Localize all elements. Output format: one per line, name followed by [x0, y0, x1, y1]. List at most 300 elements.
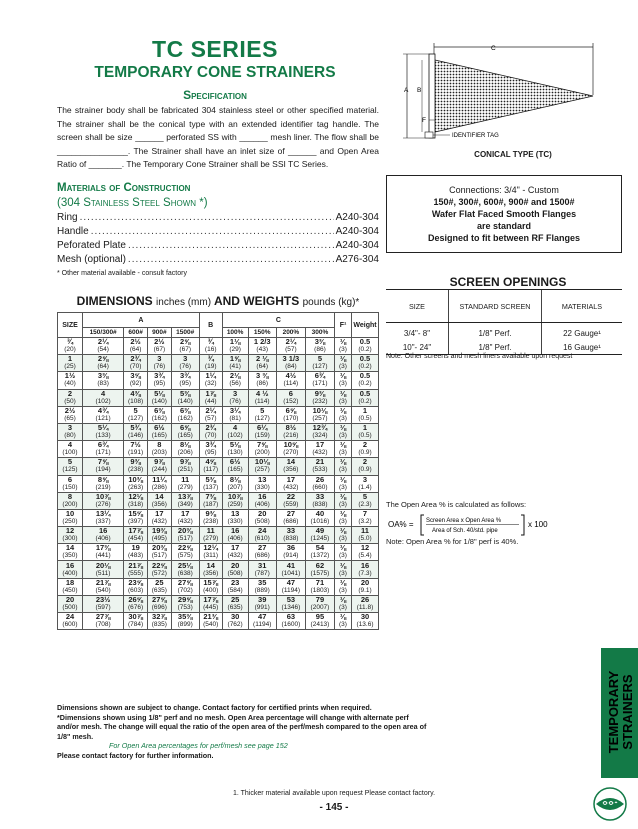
screen-col-materials: MATERIALS [542, 290, 623, 323]
cell-mm: (1194) [281, 586, 301, 594]
cell-inches: 1½ [64, 371, 76, 381]
cell-mm: (610) [254, 535, 270, 543]
table-cell [171, 613, 199, 630]
cell-inches: 2⅛ [229, 371, 241, 381]
cell-mm: (150) [62, 483, 78, 491]
cell-mm: (80) [64, 432, 76, 440]
cell-mm: (127) [254, 414, 270, 422]
cell-inches: 9⅜ [205, 508, 216, 518]
table-cell [83, 338, 124, 355]
cell-inches: 4⅝ [205, 457, 216, 467]
cell-mm: (324) [312, 432, 328, 440]
table-cell [305, 613, 334, 630]
cell-inches: 5¼ [97, 423, 109, 433]
table-cell [58, 406, 83, 423]
cell-inches: 21⅞ [128, 560, 143, 570]
cell-inches: 4 ½ [255, 388, 269, 398]
cell-mm: (508) [227, 569, 243, 577]
cell-inches: 13¼ [95, 508, 111, 518]
cell-inches: 9⅞ [154, 457, 165, 467]
cell-mm: (1600) [281, 621, 301, 629]
dimensions-heading-b: inches (mm) [156, 297, 212, 308]
table-cell [335, 595, 352, 612]
table-cell [352, 509, 379, 526]
cell-mm: (600) [62, 621, 78, 629]
open-area-intro: The Open Area % is calculated as follows: [386, 500, 527, 509]
side-tab-line: TEMPORARY [606, 670, 621, 754]
table-cell [124, 389, 148, 406]
connections-line: 150#, 300#, 600#, 900# and 1500# [433, 197, 575, 207]
cell-inches: 13 [230, 508, 240, 518]
cell-mm: (2007) [310, 603, 330, 611]
cell-inches: 18 [65, 577, 75, 587]
cell-mm: (86) [314, 346, 326, 354]
cell-inches: 17 [155, 508, 164, 518]
cell-inches: 1 [362, 423, 368, 433]
cell-mm: (1041) [281, 569, 301, 577]
cell-mm: (64) [256, 363, 268, 371]
table-cell [222, 509, 248, 526]
table-row [386, 323, 622, 341]
cell-inches: ⅛ [339, 457, 347, 467]
table-cell [147, 561, 171, 578]
col-a-sub: 150/300# [83, 328, 124, 338]
table-cell [124, 406, 148, 423]
screen-standard: 1/8" Perf. [449, 340, 542, 355]
cell-inches: ¾ [207, 337, 214, 347]
cell-mm: (991) [254, 603, 270, 611]
table-cell [276, 441, 305, 458]
cell-inches: 3 1/3 [282, 354, 300, 364]
table-cell [83, 441, 124, 458]
table-cell [352, 613, 379, 630]
col-c-sub: 200% [276, 328, 305, 338]
connections-line: are standard [476, 221, 532, 231]
cell-mm: (65) [64, 414, 76, 422]
cell-inches: 17⅜ [95, 543, 111, 553]
cell-inches: 24 [258, 526, 267, 536]
cell-inches: 15⅞ [203, 577, 218, 587]
material-value: A240-304 [335, 212, 379, 223]
table-cell [199, 561, 222, 578]
cell-inches: 7½ [130, 440, 141, 450]
table-cell [124, 527, 148, 544]
table-cell [305, 527, 334, 544]
cell-mm: (3) [339, 346, 347, 354]
table-cell [222, 544, 248, 561]
cell-mm: (597) [95, 603, 111, 611]
table-cell [222, 441, 248, 458]
cell-mm: (9.1) [358, 586, 372, 594]
cell-mm: (3) [339, 363, 347, 371]
cell-mm: (350) [62, 552, 78, 560]
cell-mm: (330) [227, 517, 243, 525]
table-cell [199, 509, 222, 526]
cell-inches: 9⅜ [314, 388, 326, 398]
table-cell [171, 372, 199, 389]
cell-inches: 47 [258, 612, 267, 622]
cell-inches: 47 [286, 577, 296, 587]
cell-mm: (696) [151, 603, 167, 611]
cell-inches: 13⅞ [177, 491, 193, 501]
footnote-line: Please contact factory for further information. [57, 750, 214, 760]
cell-inches: ⅛ [339, 405, 347, 415]
cell-mm: (84) [285, 363, 297, 371]
table-cell [248, 355, 276, 372]
cell-mm: (3) [339, 397, 347, 405]
footnotes [57, 703, 427, 761]
cell-mm: (64) [97, 363, 109, 371]
cell-mm: (787) [254, 569, 270, 577]
table-cell [222, 613, 248, 630]
cell-mm: (232) [312, 397, 328, 405]
cell-inches: 11 [206, 526, 215, 536]
table-cell [248, 458, 276, 475]
cell-inches: 2¾ [130, 354, 141, 364]
footnote-line: Dimensions shown are subject to change. Contact factory for certified prints when required. [57, 703, 372, 712]
cell-mm: (3) [339, 586, 347, 594]
cell-mm: (200) [254, 449, 270, 457]
cell-mm: (100) [62, 449, 78, 457]
cell-mm: (575) [177, 552, 193, 560]
table-cell [58, 561, 83, 578]
cell-inches: 22⅝ [152, 560, 167, 570]
cell-mm: (432) [177, 517, 193, 525]
open-area-formula [386, 510, 622, 540]
table-cell [248, 441, 276, 458]
cell-inches: 5 [67, 457, 73, 467]
col-a-header: A [83, 313, 200, 328]
table-cell [276, 527, 305, 544]
cell-mm: (13.6) [356, 621, 374, 629]
cell-mm: (257) [254, 466, 270, 474]
table-cell [305, 389, 334, 406]
bracket-right [521, 515, 524, 535]
table-cell [248, 613, 276, 630]
conical-strainer-diagram [395, 40, 605, 150]
materials-note: * Other material available - consult factory [57, 270, 187, 277]
table-cell [58, 441, 83, 458]
table-cell [248, 595, 276, 612]
table-cell [335, 355, 352, 372]
table-cell [58, 509, 83, 526]
table-cell [248, 544, 276, 561]
connections-line: Connections: 3/4" - Custom [449, 185, 559, 195]
table-cell [305, 338, 334, 355]
table-cell [352, 338, 379, 355]
cell-inches: 1 [362, 405, 368, 415]
cell-mm: (56) [229, 380, 241, 388]
cell-mm: (41) [229, 363, 241, 371]
table-cell [83, 406, 124, 423]
table-cell [199, 492, 222, 509]
table-cell [222, 355, 248, 372]
table-cell [83, 509, 124, 526]
table-cell [248, 578, 276, 595]
table-cell [199, 527, 222, 544]
cell-inches: 2⅝ [179, 337, 191, 347]
cell-inches: 0.5 [359, 371, 371, 381]
table-cell [335, 561, 352, 578]
table-cell [305, 578, 334, 595]
cell-mm: (83) [97, 380, 109, 388]
cell-mm: (5.4) [358, 552, 372, 560]
cell-mm: (250) [62, 517, 78, 525]
table-cell [83, 561, 124, 578]
cell-inches: 0.5 [359, 337, 371, 347]
cell-inches: 6¾ [97, 440, 109, 450]
cell-mm: (102) [95, 397, 111, 405]
cell-inches: 16 [98, 526, 108, 536]
cell-mm: (127) [312, 363, 328, 371]
cell-inches: 11¼ [152, 474, 167, 484]
cell-mm: (356) [283, 466, 299, 474]
cell-mm: (16) [204, 346, 217, 354]
dimensions-table-body [58, 338, 379, 630]
cell-inches: ⅛ [339, 560, 347, 570]
table-cell [147, 509, 171, 526]
cell-inches: 2½ [154, 337, 165, 347]
table-cell [199, 389, 222, 406]
footnote-reference: For Open Area percentages for perf/mesh see page 152 [109, 741, 288, 751]
material-value: A276-304 [335, 254, 379, 265]
table-cell [305, 509, 334, 526]
cell-mm: (838) [283, 535, 299, 543]
cell-inches: 8⅝ [97, 474, 109, 484]
cell-inches: 29⅝ [177, 594, 193, 604]
table-cell [58, 613, 83, 630]
label-f: F [422, 117, 426, 124]
table-cell [335, 389, 352, 406]
cell-mm: (638) [177, 569, 193, 577]
footnote-line: *Dimensions shown using 1/8" perf and no mesh. Open Area percentage will change with alternate perf and/or mesh. The change will equal the ratio of the open area of the perf/mesh compared to the open area of 1/8" mesh. [57, 712, 427, 741]
table-cell [171, 527, 199, 544]
table-row [58, 441, 379, 458]
material-row [57, 212, 379, 223]
cell-mm: (114) [254, 397, 270, 405]
cell-inches: 27⅞ [95, 612, 111, 622]
cell-inches: ⅛ [339, 423, 347, 433]
cell-inches: ⅛ [339, 337, 347, 347]
cell-mm: (86) [256, 380, 268, 388]
cell-mm: (454) [128, 535, 144, 543]
cell-mm: (286) [151, 483, 167, 491]
table-cell [222, 372, 248, 389]
cell-inches: ¾ [207, 354, 214, 364]
cell-mm: (572) [151, 569, 167, 577]
table-cell [276, 595, 305, 612]
cell-inches: 14 [206, 560, 215, 570]
cell-mm: (603) [128, 586, 144, 594]
cell-mm: (137) [203, 483, 219, 491]
table-cell [147, 423, 171, 440]
cell-inches: 2½ [130, 337, 141, 347]
cell-inches: 9⅜ [130, 457, 141, 467]
cell-inches: 22 [286, 491, 296, 501]
table-cell [83, 475, 124, 492]
table-cell [199, 613, 222, 630]
table-cell [199, 423, 222, 440]
table-cell [171, 475, 199, 492]
cell-inches: 8⅛ [179, 440, 191, 450]
cell-mm: (125) [62, 466, 78, 474]
cell-inches: 10⅜ [128, 474, 143, 484]
table-cell [199, 406, 222, 423]
cell-inches: 49 [315, 526, 325, 536]
table-cell [171, 492, 199, 509]
material-label: Mesh (optional) [57, 254, 126, 265]
table-cell [276, 544, 305, 561]
col-f-header: F¹ [335, 313, 352, 338]
table-cell [335, 338, 352, 355]
cell-inches: 16 [65, 560, 75, 570]
cell-inches: 17⅞ [203, 594, 218, 604]
table-cell [335, 475, 352, 492]
table-row [58, 509, 379, 526]
material-value: A240-304 [335, 240, 379, 251]
cell-inches: 0.5 [359, 354, 371, 364]
table-cell [147, 406, 171, 423]
table-cell [352, 372, 379, 389]
cell-mm: (1245) [310, 535, 330, 543]
cell-mm: (400) [203, 586, 219, 594]
cell-mm: (835) [151, 621, 167, 629]
cell-mm: (1.4) [358, 483, 372, 491]
cell-mm: (121) [95, 414, 111, 422]
cell-mm: (92) [129, 380, 142, 388]
table-cell [83, 458, 124, 475]
table-row [58, 423, 379, 440]
table-cell [83, 423, 124, 440]
cell-mm: (50) [64, 397, 76, 405]
cell-mm: (349) [177, 500, 193, 508]
cell-mm: (3) [339, 621, 347, 629]
page-title: TC SERIES [152, 36, 278, 62]
cell-inches: 12 [360, 543, 370, 553]
cell-inches: ⅛ [339, 388, 347, 398]
cell-mm: (2413) [310, 621, 330, 629]
table-cell [222, 595, 248, 612]
specification-text: The strainer body shall be fabricated 304 stainless steel or other specified material. The strainer shall be the conical type with an extended identifier tag handle. The screen shall be size ______ perforated SS with ______ mesh liner. The flow shall be _______________. The Strainer shall have an inlet size of ______ and Open Area Ratio of _______. The Temporary Cone Strainer shall be SSI TC Series. [57, 105, 379, 170]
screen-col-size: SIZE [386, 290, 449, 323]
materials-subheading: (304 Stainless Steel Shown *) [57, 197, 208, 209]
cell-inches: 3 [362, 474, 368, 484]
table-row [58, 595, 379, 612]
table-cell [352, 441, 379, 458]
cell-inches: ⅛ [339, 371, 347, 381]
bracket-left [421, 515, 424, 535]
cell-mm: (483) [128, 552, 144, 560]
cell-inches: 6⅜ [179, 405, 191, 415]
page-subtitle: TEMPORARY CONE STRAINERS [94, 64, 336, 81]
table-cell [276, 613, 305, 630]
cell-inches: 8⅛ [229, 474, 241, 484]
connections-line: Wafer Flat Faced Smooth Flanges [431, 209, 577, 219]
cell-mm: (207) [227, 483, 243, 491]
screen-standard: 1/8" Perf. [449, 323, 542, 341]
cell-mm: (3.2) [358, 517, 372, 525]
table-cell [124, 544, 148, 561]
table-cell [147, 355, 171, 372]
table-cell [222, 475, 248, 492]
formula-numerator: Screen Area x Open Area % [426, 518, 502, 524]
cell-mm: (0.9) [358, 449, 372, 457]
cell-mm: (162) [151, 414, 167, 422]
table-cell [352, 527, 379, 544]
cell-mm: (276) [95, 500, 111, 508]
table-cell [83, 372, 124, 389]
cell-mm: (540) [95, 586, 111, 594]
formula-denominator: Area of Sch. 40/std. pipe [432, 528, 498, 534]
table-row [58, 389, 379, 406]
cell-inches: ⅛ [339, 508, 347, 518]
table-cell [276, 561, 305, 578]
cell-mm: (660) [312, 483, 328, 491]
table-cell [276, 406, 305, 423]
table-cell [147, 338, 171, 355]
table-cell [58, 492, 83, 509]
col-weight-header: Weight [352, 313, 379, 338]
cell-inches: 12¾ [312, 423, 328, 433]
table-cell [199, 441, 222, 458]
table-cell [124, 595, 148, 612]
cell-mm: (263) [128, 483, 144, 491]
cell-mm: (270) [283, 449, 299, 457]
table-cell [199, 578, 222, 595]
table-cell [276, 389, 305, 406]
table-cell [248, 338, 276, 355]
table-cell [305, 423, 334, 440]
cell-mm: (540) [203, 621, 219, 629]
cell-inches: 13 [258, 474, 267, 484]
cell-mm: (95) [179, 380, 191, 388]
cell-mm: (159) [254, 432, 270, 440]
screen-material: 22 Gauge¹ [542, 323, 623, 341]
page-number: - 145 - [319, 802, 349, 813]
table-cell [171, 578, 199, 595]
cell-inches: 2¼ [97, 337, 109, 347]
cell-mm: (400) [62, 569, 78, 577]
cell-mm: (244) [151, 466, 167, 474]
table-cell [124, 578, 148, 595]
cell-inches: 3⅝ [130, 371, 141, 381]
cell-inches: ⅛ [339, 491, 347, 501]
table-cell [124, 458, 148, 475]
cell-inches: 39 [258, 594, 267, 604]
table-cell [171, 355, 199, 372]
cell-mm: (508) [254, 517, 270, 525]
cell-mm: (54) [97, 346, 109, 354]
cell-inches: 6¾ [314, 371, 326, 381]
table-cell [124, 372, 148, 389]
cell-mm: (517) [177, 535, 193, 543]
cell-inches: 1⅛ [229, 337, 241, 347]
cell-inches: 5⅜ [205, 474, 216, 484]
cell-mm: (635) [227, 603, 243, 611]
cell-mm: (20) [64, 346, 76, 354]
table-cell [147, 441, 171, 458]
cell-inches: 27⅝ [152, 594, 167, 604]
cell-mm: (432) [227, 552, 243, 560]
table-row [58, 355, 379, 372]
cell-inches: 3 [233, 388, 238, 398]
cell-inches: 6 [67, 474, 73, 484]
table-cell [305, 355, 334, 372]
cell-mm: (406) [254, 500, 270, 508]
cell-inches: 33 [315, 491, 325, 501]
cell-mm: (200) [62, 500, 78, 508]
table-cell [276, 509, 305, 526]
